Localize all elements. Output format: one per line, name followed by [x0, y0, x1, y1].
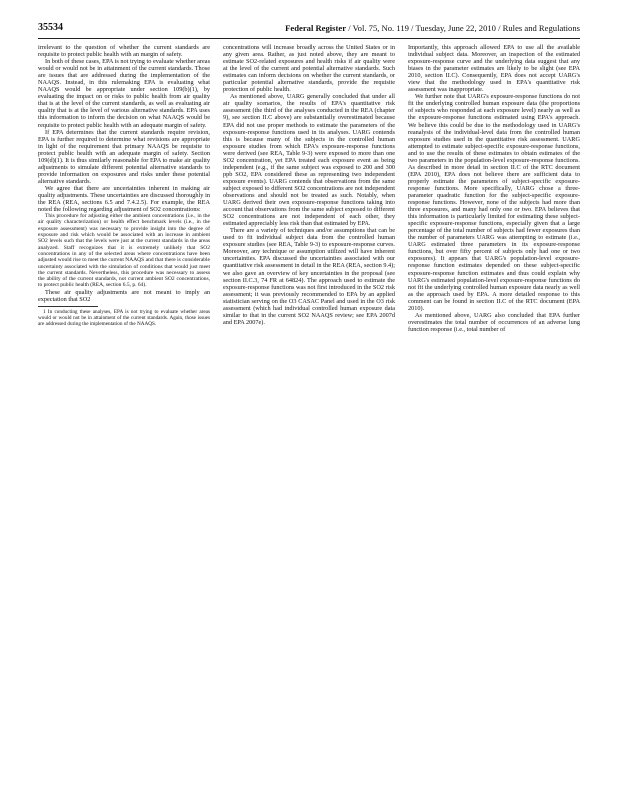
paragraph: As mentioned above, UARG also concluded that EPA further overestimates the total number of occurrences of an adverse lung function response (i.e., total number of [408, 311, 580, 333]
header-rule [38, 38, 580, 39]
paragraph: We agree that there are uncertainties inherent in making air quality adjustments. These uncertainties are discussed thoroughly in the REA (REA, sections 6.5 and 7.4.2.5). For example, the REA noted the following regarding adjustment of SO2 concentrations: [38, 184, 210, 214]
paragraph: Importantly, this approach allowed EPA to use all the available individual subject data. Moreover, an inspection of the estimated exposure-response curve and the underlying data suggest that any biases in the parameter estimates are likely to be slight (see EPA 2010, section II.C). Consequently, EPA does not accept UARG's view that the methodology used in EPA's quantitative risk assessment was inappropriate. [408, 44, 580, 94]
paragraph: There are a variety of techniques and/or assumptions that can be used to fit individual subject data from the controlled human exposure studies (see REA, Table 9-3) to exposure-response curves. Moreover, any technique or assumption utilized will have inherent uncertainties. EPA discussed the uncertainties associated with our quantitative risk assessment in detail in the REA (REA, section 9.4); we also gave an overview of key uncertainties in the proposal (see section II.C.3, 74 FR at 64824). The approach used to estimate the exposure-response functions was not first introduced in the SO2 risk assessment; it was previously recommended to EPA by an applied statistician serving on the O3 CASAC Panel and used in the O3 risk assessment (which had individual controlled human exposure data similar to that in the current SO2 NAAQS review; see EPA 2007d and EPA 2007e). [223, 227, 395, 326]
footnote-rule [38, 306, 98, 307]
issue-details: / Vol. 75, No. 119 / Tuesday, June 22, 2010 / Rules and Regulations [348, 23, 580, 33]
text-column-1 [38, 44, 210, 792]
publication-name: Federal Register [285, 23, 347, 33]
page-header [38, 22, 580, 36]
running-header [285, 23, 580, 33]
text-column-2 [223, 44, 395, 792]
text-column-3 [408, 44, 580, 792]
paragraph: If EPA determines that the current standards require revision, EPA is further required to determine what revisions are appropriate in light of the requirement that primary NAAQS be requisite to protect public health with an adequate margin of safety. Section 109(d)(1). It is thus similarly reasonable for EPA to make air quality adjustments to simulate different potential alternative standards to provide information on exposures and risks under these potential alternative standards. [38, 128, 210, 185]
paragraph: We further note that UARG's exposure-response functions do not fit the underlying controlled human exposure data (the proportions of subjects who responded at each exposure level) nearly as well as the exposure-response functions estimated using EPA's approach. We believe this could be due to the methodology used in UARG's reanalysis of the individual-level data from the controlled human exposure studies used in the quantitative risk assessment. UARG attempted to estimate subject-specific exposure-response functions, and to use the results of these estimates to obtain estimates of the two parameters in the population-level exposure-response functions. As described in more detail in section II.C of the RTC document (EPA 2010), EPA does not believe there are sufficient data to properly estimate the parameters of subject-specific exposure-response functions. More specifically, UARG chose a three-parameter quadratic function for the subject-specific exposure-response functions. However, none of the subjects had more than three exposures, and many had only one or two. EPA believes that this information is particularly limited for estimating these subject-specific exposure-response functions, especially given that a large percentage of the total number of subjects had fewer exposures than the number of parameters UARG was attempting to estimate (i.e., UARG estimated three parameters in its exposure-response functions, but over fifty percent of subjects only had one or two exposures). It appears that UARG's population-level exposure-response function estimates depended on these subject-specific exposure-response function estimates and thus could explain why UARG's estimated population-level exposure-response functions do not fit the underlying controlled human exposure data nearly as well as the approach used by EPA. A more detailed response to this comment can be found in section II.C of the RTC document (EPA 2010). [408, 93, 580, 312]
paragraph: These air quality adjustments are not meant to imply an expectation that SO2 [38, 288, 210, 303]
paragraph: As mentioned above, UARG generally concluded that under all air quality scenarios, the results of EPA's quantitative risk assessment (the third of the analyses conducted in the REA (chapter 9), see section II.C above) are substantially overestimated because EPA did not use proper methods to estimate the parameters of the exposure-response functions used in its analyses. UARG contends this is because many of the subjects in the controlled human exposure studies from which EPA's exposure-response functions were derived (see REA, Table 9-3) were exposed to more than one SO2 concentration, yet EPA treated each exposure event as being independent (e.g., if the same subject was exposed to 200 and 300 ppb SO2, EPA considered these as representing two independent exposure events). UARG contends that observations from the same subject exposed to different SO2 concentrations are not independent observations and should not be treated as such. Notably, when UARG derived their own exposure-response functions taking into account that observations from the same subject exposed to different SO2 concentrations are not independent of each other, they estimated appreciably less risk than that estimated by EPA. [223, 93, 395, 228]
page-number: 35534 [38, 22, 63, 33]
paragraph: irrelevant to the question of whether the current standards are requisite to protect public health with an margin of safety. [38, 44, 210, 59]
paragraph: In both of these cases, EPA is not trying to evaluate whether areas would or would not be in attainment of the current standards. Those are issues that are addressed during the implementation of the NAAQS. Instead, in this rulemaking EPA is evaluating what NAAQS would be appropriate under section 109(b)(1), by evaluating the impact on or risks to public health from air quality that is at the level of the current standards, as well as evaluating air quality that is at the level of various alternative standards. EPA uses this information to inform the decision on what NAAQS would be requisite to protect public health with an adequate margin of safety. [38, 58, 210, 129]
paragraph: concentrations will increase broadly across the United States or in any given area. Rather, as just noted above, they are meant to estimate SO2-related exposures and health risks if air quality were at the level of the current and potential alternative standards. Such estimates can inform decisions on whether the current standards, or particular potential alternative standards, provide the requisite protection of public health. [223, 44, 395, 94]
block-quote: This procedure for adjusting either the ambient concentrations (i.e., in the air quality characterization) or health effect benchmark levels (i.e., in the exposure assessment) was necessary to provide insight into the degree of exposure and risk which would be associated with an increase in ambient SO2 levels such that the levels were just at the current standards in the areas analyzed. Staff recognizes that it is extremely unlikely that SO2 concentrations in any of the selected areas where concentrations have been adjusted would rise to meet the current NAAQS and that there is considerable uncertainty associated with the simulation of conditions that would just meet the current standards. Nevertheless, this procedure was necessary to assess the ability of the current standards, not current ambient SO2 concentrations, to protect public health (REA, section 6.5, p. 64). [38, 213, 210, 289]
footnote: 1 In conducting these analyses, EPA is not trying to evaluate whether areas would or would not be in attainment of the current standards. Again, those issues are addressed during the implementation of the NAAQS. [38, 308, 210, 327]
